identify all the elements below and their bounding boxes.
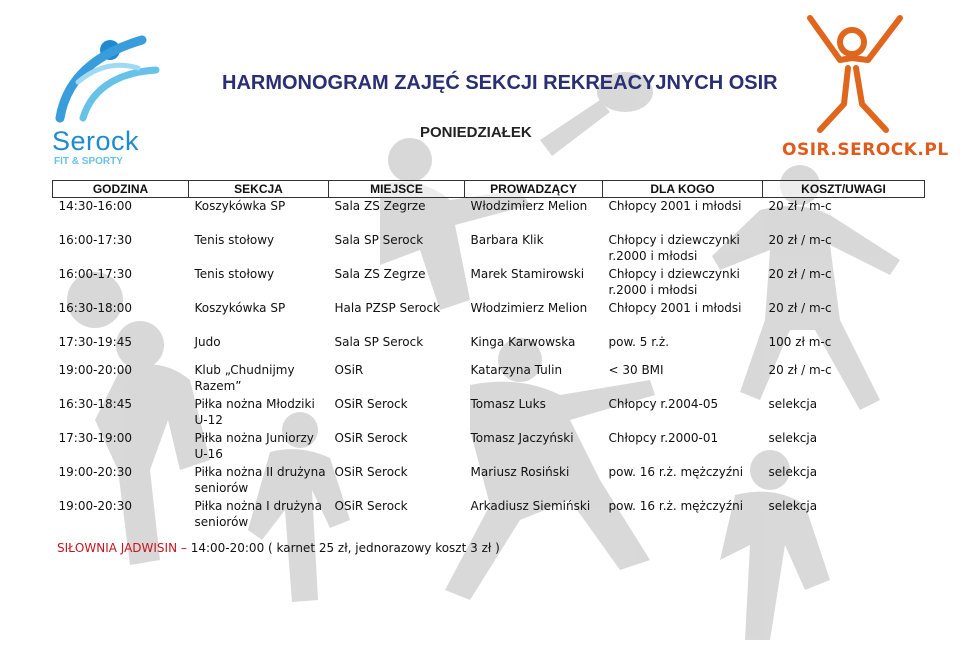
- table-cell: OSiR Serock: [334, 465, 408, 479]
- table-cell: Klub „Chudnijmy Razem”: [194, 363, 295, 393]
- table-cell: 17:30-19:45: [58, 335, 132, 349]
- table-cell: Chłopcy r.2000-01: [608, 431, 719, 445]
- column-header: SEKCJA: [189, 181, 329, 198]
- table-cell: 20 zł / m-c: [768, 199, 832, 213]
- osir-runner-icon: [770, 8, 930, 138]
- column-header: PROWADZĄCY: [465, 181, 603, 198]
- table-cell: 14:30-16:00: [58, 199, 132, 213]
- brand-name: Serock: [52, 126, 140, 156]
- table-row: [53, 266, 925, 300]
- table-cell: Sala SP Serock: [334, 233, 424, 247]
- table-cell: Mariusz Rosiński: [470, 465, 570, 479]
- table-cell: Sala SP Serock: [334, 335, 424, 349]
- table-cell: Piłka nożna II drużyna seniorów: [194, 465, 326, 495]
- table-row: [53, 334, 925, 352]
- table-cell: pow. 16 r.ż. mężczyźni: [608, 465, 744, 479]
- table-cell: Koszykówka SP: [194, 301, 286, 315]
- table-cell: Chłopcy 2001 i młodsi: [608, 199, 742, 213]
- osir-url-text: OSIR.SEROCK.PL: [782, 140, 949, 160]
- page-title: HARMONOGRAM ZAJĘĆ SEKCJI REKREACYJNYCH OSIR: [222, 72, 778, 94]
- table-cell: Kinga Karwowska: [470, 335, 576, 349]
- column-header: KOSZT/UWAGI: [763, 181, 925, 198]
- table-row: [53, 396, 925, 430]
- serock-emblem-icon: [38, 10, 170, 130]
- table-cell: Katarzyna Tulin: [470, 363, 563, 377]
- table-cell: Piłka nożna I drużyna seniorów: [194, 499, 323, 529]
- gym-note: [57, 541, 500, 555]
- table-cell: selekcja: [768, 397, 818, 411]
- table-cell: 20 zł / m-c: [768, 301, 832, 315]
- serock-logo: [38, 10, 170, 170]
- table-cell: 19:00-20:30: [58, 465, 132, 479]
- table-cell: Chłopcy 2001 i młodsi: [608, 301, 742, 315]
- table-row: [53, 430, 925, 464]
- table-cell: Chłopcy i dziewczynki r.2000 i młodsi: [608, 233, 740, 263]
- table-cell: 20 zł / m-c: [768, 267, 832, 281]
- column-header: GODZINA: [53, 181, 189, 198]
- table-cell: selekcja: [768, 431, 818, 445]
- gym-note-highlight: SIŁOWNIA JADWISIN –: [57, 541, 187, 555]
- table-cell: 17:30-19:00: [58, 431, 132, 445]
- table-cell: Arkadiusz Siemiński: [470, 499, 591, 513]
- column-header: MIEJSCE: [329, 181, 465, 198]
- day-title: PONIEDZIAŁEK: [420, 124, 532, 141]
- table-cell: selekcja: [768, 499, 818, 513]
- table-cell: 100 zł m-c: [768, 335, 832, 349]
- table-cell: Sala ZS Zegrze: [334, 199, 426, 213]
- table-cell: 16:30-18:00: [58, 301, 132, 315]
- table-cell: < 30 BMI: [608, 363, 664, 377]
- table-cell: Włodzimierz Melion: [470, 199, 588, 213]
- table-cell: 20 zł / m-c: [768, 363, 832, 377]
- table-cell: Hala PZSP Serock: [334, 301, 441, 315]
- table-cell: Marek Stamirowski: [470, 267, 585, 281]
- table-row: [53, 232, 925, 266]
- table-cell: 19:00-20:00: [58, 363, 132, 377]
- table-cell: Chłopcy r.2004-05: [608, 397, 719, 411]
- table-cell: Barbara Klik: [470, 233, 544, 247]
- table-cell: 16:00-17:30: [58, 233, 132, 247]
- table-cell: OSiR Serock: [334, 431, 408, 445]
- table-cell: Włodzimierz Melion: [470, 301, 588, 315]
- row-spacer: [53, 352, 925, 362]
- table-cell: 20 zł / m-c: [768, 233, 832, 247]
- table-row: [53, 198, 925, 233]
- table-cell: OSiR: [334, 363, 364, 377]
- table-cell: Judo: [194, 335, 221, 349]
- column-header: DLA KOGO: [603, 181, 763, 198]
- table-cell: pow. 16 r.ż. mężczyźni: [608, 499, 744, 513]
- table-cell: OSiR Serock: [334, 397, 408, 411]
- table-cell: 16:30-18:45: [58, 397, 132, 411]
- brand-subtitle: FIT & SPORTY: [54, 156, 123, 167]
- gym-note-text: 14:00-20:00 ( karnet 25 zł, jednorazowy koszt 3 zł ): [186, 541, 500, 555]
- table-cell: pow. 5 r.ż.: [608, 335, 670, 349]
- table-cell: selekcja: [768, 465, 818, 479]
- osir-logo: [770, 8, 949, 168]
- schedule-table: [52, 180, 925, 532]
- table-cell: Chłopcy i dziewczynki r.2000 i młodsi: [608, 267, 740, 297]
- table-cell: Piłka nożna Juniorzy U-16: [194, 431, 314, 461]
- table-cell: Tomasz Jaczyński: [470, 431, 574, 445]
- table-row: [53, 464, 925, 498]
- table-cell: Sala ZS Zegrze: [334, 267, 426, 281]
- table-cell: Tenis stołowy: [194, 267, 275, 281]
- table-row: [53, 362, 925, 396]
- table-header-row: [53, 181, 925, 198]
- table-cell: Piłka nożna Młodziki U-12: [194, 397, 315, 427]
- table-row: [53, 498, 925, 532]
- table-cell: 19:00-20:30: [58, 499, 132, 513]
- table-cell: Tomasz Luks: [470, 397, 546, 411]
- table-row: [53, 300, 925, 334]
- table-cell: Tenis stołowy: [194, 233, 275, 247]
- table-cell: OSiR Serock: [334, 499, 408, 513]
- table-cell: 16:00-17:30: [58, 267, 132, 281]
- table-cell: Koszykówka SP: [194, 199, 286, 213]
